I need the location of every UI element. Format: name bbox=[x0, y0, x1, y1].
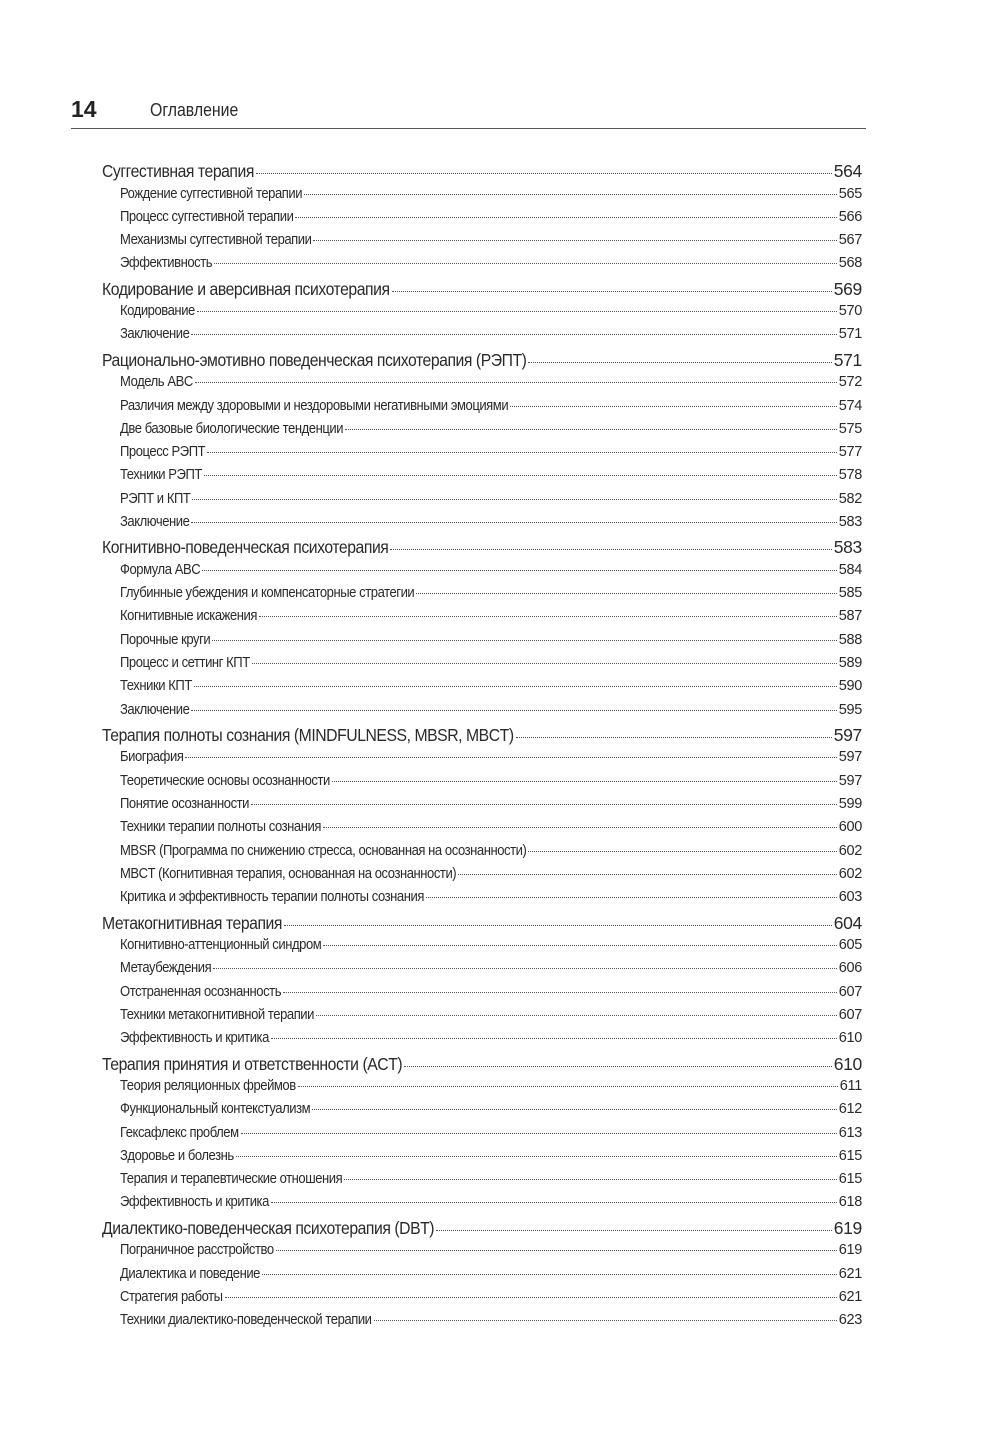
dot-leader bbox=[392, 291, 832, 292]
toc-section-entry bbox=[102, 303, 862, 326]
dot-leader bbox=[276, 1250, 837, 1251]
toc-page-number: 604 bbox=[833, 912, 862, 933]
toc-entry-title: Техники КПТ bbox=[120, 678, 192, 695]
toc-page-number: 613 bbox=[838, 1124, 862, 1141]
toc-section-entry bbox=[102, 491, 862, 514]
toc-entry-title: Различия между здоровыми и нездоровыми негативными эмоциями bbox=[120, 397, 509, 414]
toc-page-number: 575 bbox=[838, 420, 862, 437]
dot-leader bbox=[436, 1230, 832, 1231]
toc-section-entry bbox=[102, 255, 862, 278]
toc-entry-title: Понятие осознанности bbox=[120, 796, 250, 813]
toc-section-entry bbox=[102, 1078, 862, 1101]
toc-page-number: 569 bbox=[833, 278, 862, 299]
toc-entry-title: Заключение bbox=[120, 514, 190, 531]
toc-page-number: 602 bbox=[838, 842, 862, 859]
dot-leader bbox=[271, 1038, 837, 1039]
dot-leader bbox=[528, 851, 836, 852]
toc-entry-title: Рождение суггестивной терапии bbox=[120, 185, 303, 202]
toc-entry-title: Техники диалектико-поведенческой терапии bbox=[120, 1312, 372, 1329]
toc-section-entry bbox=[102, 773, 862, 796]
toc-page-number: 589 bbox=[838, 655, 862, 672]
dot-leader bbox=[312, 1109, 837, 1110]
toc-section-entry bbox=[102, 749, 862, 772]
page-number: 14 bbox=[71, 96, 97, 122]
toc-page-number: 603 bbox=[838, 889, 862, 906]
toc-entry-title: Здоровье и болезнь bbox=[120, 1147, 234, 1164]
toc-page-number: 590 bbox=[838, 678, 862, 695]
dot-leader bbox=[256, 173, 832, 174]
toc-section-entry bbox=[102, 1007, 862, 1030]
toc-entry-title: Две базовые биологические тенденции bbox=[120, 420, 344, 437]
dot-leader bbox=[241, 1133, 837, 1134]
toc-page-number: 621 bbox=[838, 1265, 862, 1282]
toc-entry-title: Суггестивная терапия bbox=[102, 161, 254, 181]
dot-leader bbox=[332, 781, 837, 782]
toc-page-number: 615 bbox=[838, 1147, 862, 1164]
toc-entry-title: Когнитивные искажения bbox=[120, 608, 257, 625]
toc-page-number: 567 bbox=[838, 232, 862, 249]
dot-leader bbox=[252, 663, 837, 664]
toc-page-number: 611 bbox=[839, 1078, 862, 1094]
dot-leader bbox=[197, 311, 837, 312]
toc-section-entry bbox=[102, 232, 862, 255]
toc-page-number: 565 bbox=[838, 185, 862, 202]
toc-page-number: 583 bbox=[838, 514, 862, 531]
dot-leader bbox=[262, 1274, 837, 1275]
toc-page-number: 585 bbox=[838, 585, 862, 602]
toc-entry-title: Биография bbox=[120, 749, 184, 766]
toc-section-entry bbox=[102, 1194, 862, 1217]
dot-leader bbox=[404, 1066, 832, 1067]
toc-page-number: 619 bbox=[838, 1242, 862, 1259]
dot-leader bbox=[284, 925, 832, 926]
toc-entry-title: Процесс и сеттинг КПТ bbox=[120, 655, 250, 672]
toc-page-number: 564 bbox=[833, 161, 862, 181]
dot-leader bbox=[304, 194, 837, 195]
toc-page-number: 577 bbox=[838, 444, 862, 461]
toc-page-number: 621 bbox=[838, 1288, 862, 1305]
toc-page-number: 600 bbox=[838, 819, 862, 836]
toc-entry-title: Критика и эффективность терапии полноты сознания bbox=[120, 889, 424, 906]
toc-chapter-entry bbox=[102, 725, 862, 750]
dot-leader bbox=[213, 968, 836, 969]
dot-leader bbox=[214, 263, 837, 264]
dot-leader bbox=[323, 827, 837, 828]
dot-leader bbox=[458, 874, 837, 875]
toc-page-number: 605 bbox=[838, 937, 862, 954]
dot-leader bbox=[236, 1156, 837, 1157]
toc-page-number: 597 bbox=[833, 724, 862, 745]
dot-leader bbox=[298, 1086, 838, 1087]
toc-page-number: 602 bbox=[838, 865, 862, 882]
dot-leader bbox=[192, 499, 836, 500]
dot-leader bbox=[185, 757, 836, 758]
toc-entry-title: Гексафлекс проблем bbox=[120, 1124, 239, 1141]
dot-leader bbox=[528, 362, 831, 363]
toc-entry-title: Эффективность bbox=[120, 255, 213, 272]
toc-page-number: 606 bbox=[838, 960, 862, 977]
dot-leader bbox=[212, 640, 836, 641]
toc-page-number: 595 bbox=[838, 701, 862, 718]
toc-entry-title: Процесс РЭПТ bbox=[120, 444, 206, 461]
dot-leader bbox=[204, 475, 837, 476]
toc-page-number: 584 bbox=[838, 561, 862, 578]
toc-section-entry bbox=[102, 819, 862, 842]
toc-page-number: 568 bbox=[838, 255, 862, 272]
toc-entry-title: Техники терапии полноты сознания bbox=[120, 819, 321, 836]
toc-entry-title: Теория реляционных фреймов bbox=[120, 1078, 296, 1094]
toc-page-number: 623 bbox=[838, 1312, 862, 1329]
toc-entry-title: Отстраненная осознанность bbox=[120, 983, 282, 1000]
toc-section-entry bbox=[102, 608, 862, 631]
toc-entry-title: Заключение bbox=[120, 326, 190, 343]
dot-leader bbox=[202, 570, 837, 571]
dot-leader bbox=[345, 429, 837, 430]
toc-page-number: 571 bbox=[838, 326, 862, 343]
toc-section-entry bbox=[102, 984, 862, 1007]
toc-entry-title: Функциональный контекстуализм bbox=[120, 1101, 311, 1118]
toc-page-number: 572 bbox=[838, 374, 862, 391]
toc-entry-title: Глубинные убеждения и компенсаторные стратегии bbox=[120, 585, 415, 602]
dot-leader bbox=[191, 710, 836, 711]
toc-entry-title: Стратегия работы bbox=[120, 1288, 223, 1305]
toc-page-number: 599 bbox=[838, 796, 862, 813]
dot-leader bbox=[207, 452, 837, 453]
toc-entry-title: Процесс суггестивной терапии bbox=[120, 208, 294, 225]
toc-chapter-entry bbox=[102, 1054, 862, 1079]
dot-leader bbox=[313, 240, 836, 241]
toc-section-entry bbox=[102, 889, 862, 912]
toc-chapter-entry bbox=[102, 913, 862, 938]
toc-page-number: 583 bbox=[833, 537, 862, 558]
dot-leader bbox=[225, 1297, 837, 1298]
toc-chapter-entry bbox=[102, 279, 862, 304]
toc-section-entry bbox=[102, 186, 862, 209]
toc-section-entry bbox=[102, 1266, 862, 1289]
toc-page-number: 588 bbox=[838, 631, 862, 648]
toc-entry-title: Когнитивно-поведенческая психотерапия bbox=[102, 537, 389, 558]
toc-page-number: 618 bbox=[838, 1194, 862, 1211]
toc-page-number: 610 bbox=[833, 1053, 862, 1074]
toc-section-entry bbox=[102, 374, 862, 397]
toc-entry-title: Кодирование и аверсивная психотерапия bbox=[102, 278, 390, 299]
toc-page-number: 615 bbox=[838, 1171, 862, 1188]
toc-entry-title: РЭПТ и КПТ bbox=[120, 490, 191, 507]
dot-leader bbox=[426, 897, 837, 898]
toc-page-number: 578 bbox=[838, 467, 862, 484]
toc-section-entry bbox=[102, 1125, 862, 1148]
toc-section-entry bbox=[102, 467, 862, 490]
toc-section-entry bbox=[102, 1312, 862, 1335]
toc-entry-title: MBSR (Программа по снижению стресса, основанная на осознанности) bbox=[120, 842, 527, 859]
toc-entry-title: Эффективность и критика bbox=[120, 1194, 269, 1211]
header-divider bbox=[71, 128, 866, 129]
toc-entry-title: Терапия и терапевтические отношения bbox=[120, 1171, 343, 1188]
dot-leader bbox=[390, 549, 831, 550]
dot-leader bbox=[344, 1179, 836, 1180]
toc-entry-title: Кодирование bbox=[120, 303, 195, 320]
toc-entry-title: Механизмы суггестивной терапии bbox=[120, 232, 312, 249]
toc-entry-title: Заключение bbox=[120, 701, 190, 718]
toc-section-entry bbox=[102, 1242, 862, 1265]
dot-leader bbox=[510, 406, 837, 407]
toc-section-entry bbox=[102, 866, 862, 889]
toc-page-number: 610 bbox=[838, 1030, 862, 1047]
toc-entry-title: Метаубеждения bbox=[120, 960, 212, 977]
toc-page-number: 571 bbox=[833, 349, 862, 370]
toc-section-entry bbox=[102, 1101, 862, 1124]
dot-leader bbox=[194, 686, 837, 687]
dot-leader bbox=[283, 992, 837, 993]
toc-section-entry bbox=[102, 1289, 862, 1312]
dot-leader bbox=[516, 737, 832, 738]
toc-page-number: 607 bbox=[838, 983, 862, 1000]
toc-entry-title: Пограничное расстройство bbox=[120, 1242, 274, 1259]
toc-entry-title: Порочные круги bbox=[120, 631, 211, 648]
toc-chapter-entry bbox=[102, 1218, 862, 1243]
toc-page-number: 582 bbox=[838, 490, 862, 507]
toc-entry-title: Метакогнитивная терапия bbox=[102, 912, 282, 933]
toc-page-number: 574 bbox=[838, 397, 862, 414]
dot-leader bbox=[295, 217, 836, 218]
toc-page-number: 587 bbox=[838, 608, 862, 625]
toc-section-entry bbox=[102, 1171, 862, 1194]
toc-entry-title: Терапия полноты сознания (MINDFULNESS, MBSR, MBCT) bbox=[102, 724, 514, 745]
dot-leader bbox=[191, 522, 836, 523]
toc-entry-title: Диалектико-поведенческая психотерапия (DBT) bbox=[102, 1217, 435, 1238]
toc-section-entry bbox=[102, 678, 862, 701]
toc-entry-title: Техники РЭПТ bbox=[120, 467, 202, 484]
toc-entry-title: Когнитивно-аттенционный синдром bbox=[120, 937, 322, 954]
running-header bbox=[71, 94, 866, 130]
toc-entry-title: Диалектика и поведение bbox=[120, 1265, 260, 1282]
toc-chapter-entry bbox=[102, 537, 862, 562]
toc-section-entry bbox=[102, 796, 862, 819]
toc-section-entry bbox=[102, 702, 862, 725]
dot-leader bbox=[374, 1320, 837, 1321]
toc-section-entry bbox=[102, 444, 862, 467]
dot-leader bbox=[195, 382, 837, 383]
toc-section-entry bbox=[102, 398, 862, 421]
toc-section-entry bbox=[102, 585, 862, 608]
toc-page-number: 597 bbox=[838, 749, 862, 766]
toc-entry-title: Теоретические основы осознанности bbox=[120, 772, 330, 789]
toc-section-entry bbox=[102, 632, 862, 655]
toc-page-number: 566 bbox=[838, 208, 862, 225]
dot-leader bbox=[259, 616, 837, 617]
toc-section-entry bbox=[102, 421, 862, 444]
toc-chapter-entry bbox=[102, 161, 862, 186]
header-title: Оглавление bbox=[150, 100, 239, 120]
dot-leader bbox=[191, 334, 836, 335]
toc-entry-title: Эффективность и критика bbox=[120, 1030, 269, 1047]
toc-section-entry bbox=[102, 209, 862, 232]
dot-leader bbox=[316, 1015, 837, 1016]
toc-page-number: 570 bbox=[838, 303, 862, 320]
toc-entry-title: Модель ABC bbox=[120, 374, 193, 391]
toc-page-number: 597 bbox=[838, 772, 862, 789]
dot-leader bbox=[323, 945, 836, 946]
toc-entry-title: MBCT (Когнитивная терапия, основанная на осознанности) bbox=[120, 865, 457, 882]
toc-section-entry bbox=[102, 1148, 862, 1171]
toc-section-entry bbox=[102, 960, 862, 983]
table-of-contents bbox=[102, 161, 862, 1335]
toc-chapter-entry bbox=[102, 350, 862, 375]
dot-leader bbox=[416, 593, 836, 594]
dot-leader bbox=[271, 1202, 837, 1203]
toc-page-number: 619 bbox=[833, 1217, 862, 1238]
toc-section-entry bbox=[102, 562, 862, 585]
toc-section-entry bbox=[102, 1030, 862, 1053]
toc-section-entry bbox=[102, 514, 862, 537]
toc-section-entry bbox=[102, 326, 862, 349]
dot-leader bbox=[251, 804, 837, 805]
toc-entry-title: Техники метакогнитивной терапии bbox=[120, 1006, 314, 1023]
toc-section-entry bbox=[102, 937, 862, 960]
toc-page-number: 612 bbox=[838, 1101, 862, 1118]
toc-page-number: 607 bbox=[838, 1006, 862, 1023]
toc-section-entry bbox=[102, 843, 862, 866]
toc-entry-title: Рационально-эмотивно поведенческая психотерапия (РЭПТ) bbox=[102, 349, 527, 370]
toc-entry-title: Формула ABC bbox=[120, 561, 201, 578]
toc-section-entry bbox=[102, 655, 862, 678]
toc-entry-title: Терапия принятия и ответственности (ACT) bbox=[102, 1053, 403, 1074]
